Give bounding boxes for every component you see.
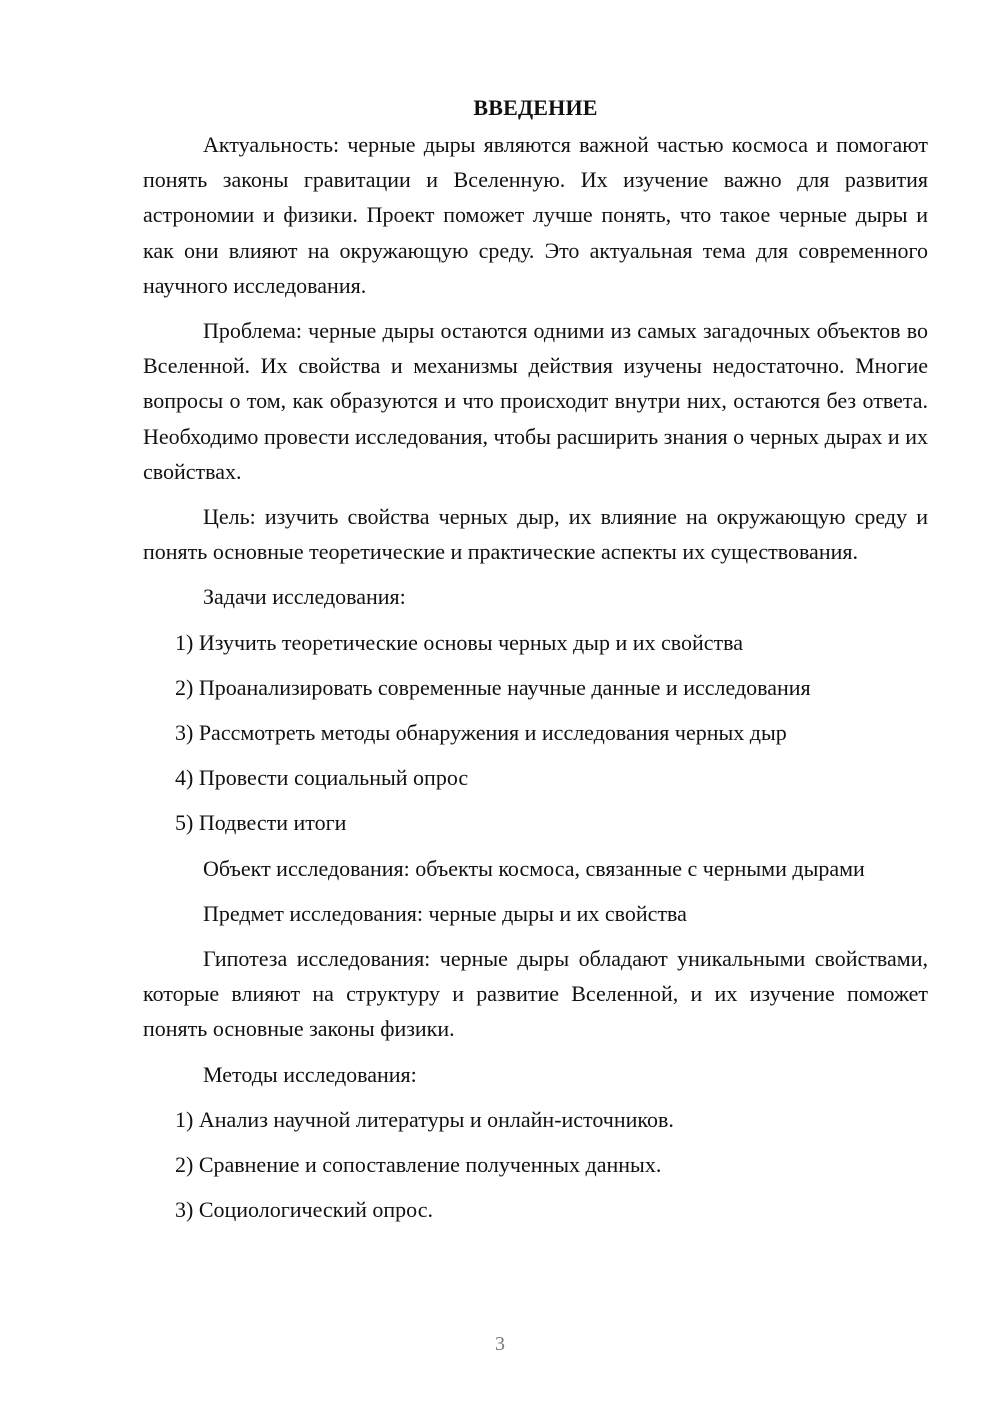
subject-paragraph: Предмет исследования: черные дыры и их свойства xyxy=(203,900,687,926)
relevance-paragraph: Актуальность: черные дыры являются важной частью космоса и помогают понять законы гравитации и Вселенную. Их изучение важно для развития астрономии и физики. Проект поможет лучше понять, что такое черные дыры и как они влияют на окружающую среду. Это актуальная тема для современного научного исследования. xyxy=(143,132,928,298)
object-paragraph: Объект исследования: объекты космоса, связанные с черными дырами xyxy=(203,855,865,881)
task-item: 4) Провести социальный опрос xyxy=(175,765,469,791)
tasks-heading: Задачи исследования: xyxy=(203,584,406,610)
task-item: 2) Проанализировать современные научные данные и исследования xyxy=(175,674,811,700)
hypothesis-paragraph: Гипотеза исследования: черные дыры обладают уникальными свойствами, которые влияют на структуру и развитие Вселенной, и их изучение поможет понять основные законы физики. xyxy=(143,946,928,1042)
goal-paragraph: Цель: изучить свойства черных дыр, их влияние на окружающую среду и понять основные теоретические и практические аспекты их существования. xyxy=(143,504,928,565)
problem-paragraph: Проблема: черные дыры остаются одними из самых загадочных объектов во Вселенной. Их свойства и механизмы действия изучены недостаточно. Многие вопросы о том, как образуются и что происходит внутри них, остаются без ответа. Необходимо провести исследования, чтобы расширить знания о черных дырах и их свойствах. xyxy=(143,318,928,484)
method-item: 2) Сравнение и сопоставление полученных данных. xyxy=(175,1152,662,1178)
task-item: 1) Изучить теоретические основы черных дыр и их свойства xyxy=(175,629,744,655)
section-title: ВВЕДЕНИЕ xyxy=(473,95,598,120)
task-item: 3) Рассмотреть методы обнаружения и исследования черных дыр xyxy=(175,720,787,746)
method-item: 1) Анализ научной литературы и онлайн-источников. xyxy=(175,1106,674,1132)
methods-heading: Методы исследования: xyxy=(203,1061,417,1087)
method-item: 3) Социологический опрос. xyxy=(175,1197,433,1223)
task-item: 5) Подвести итоги xyxy=(175,810,347,836)
page-number: 3 xyxy=(495,1333,505,1355)
document-body xyxy=(143,90,928,1237)
